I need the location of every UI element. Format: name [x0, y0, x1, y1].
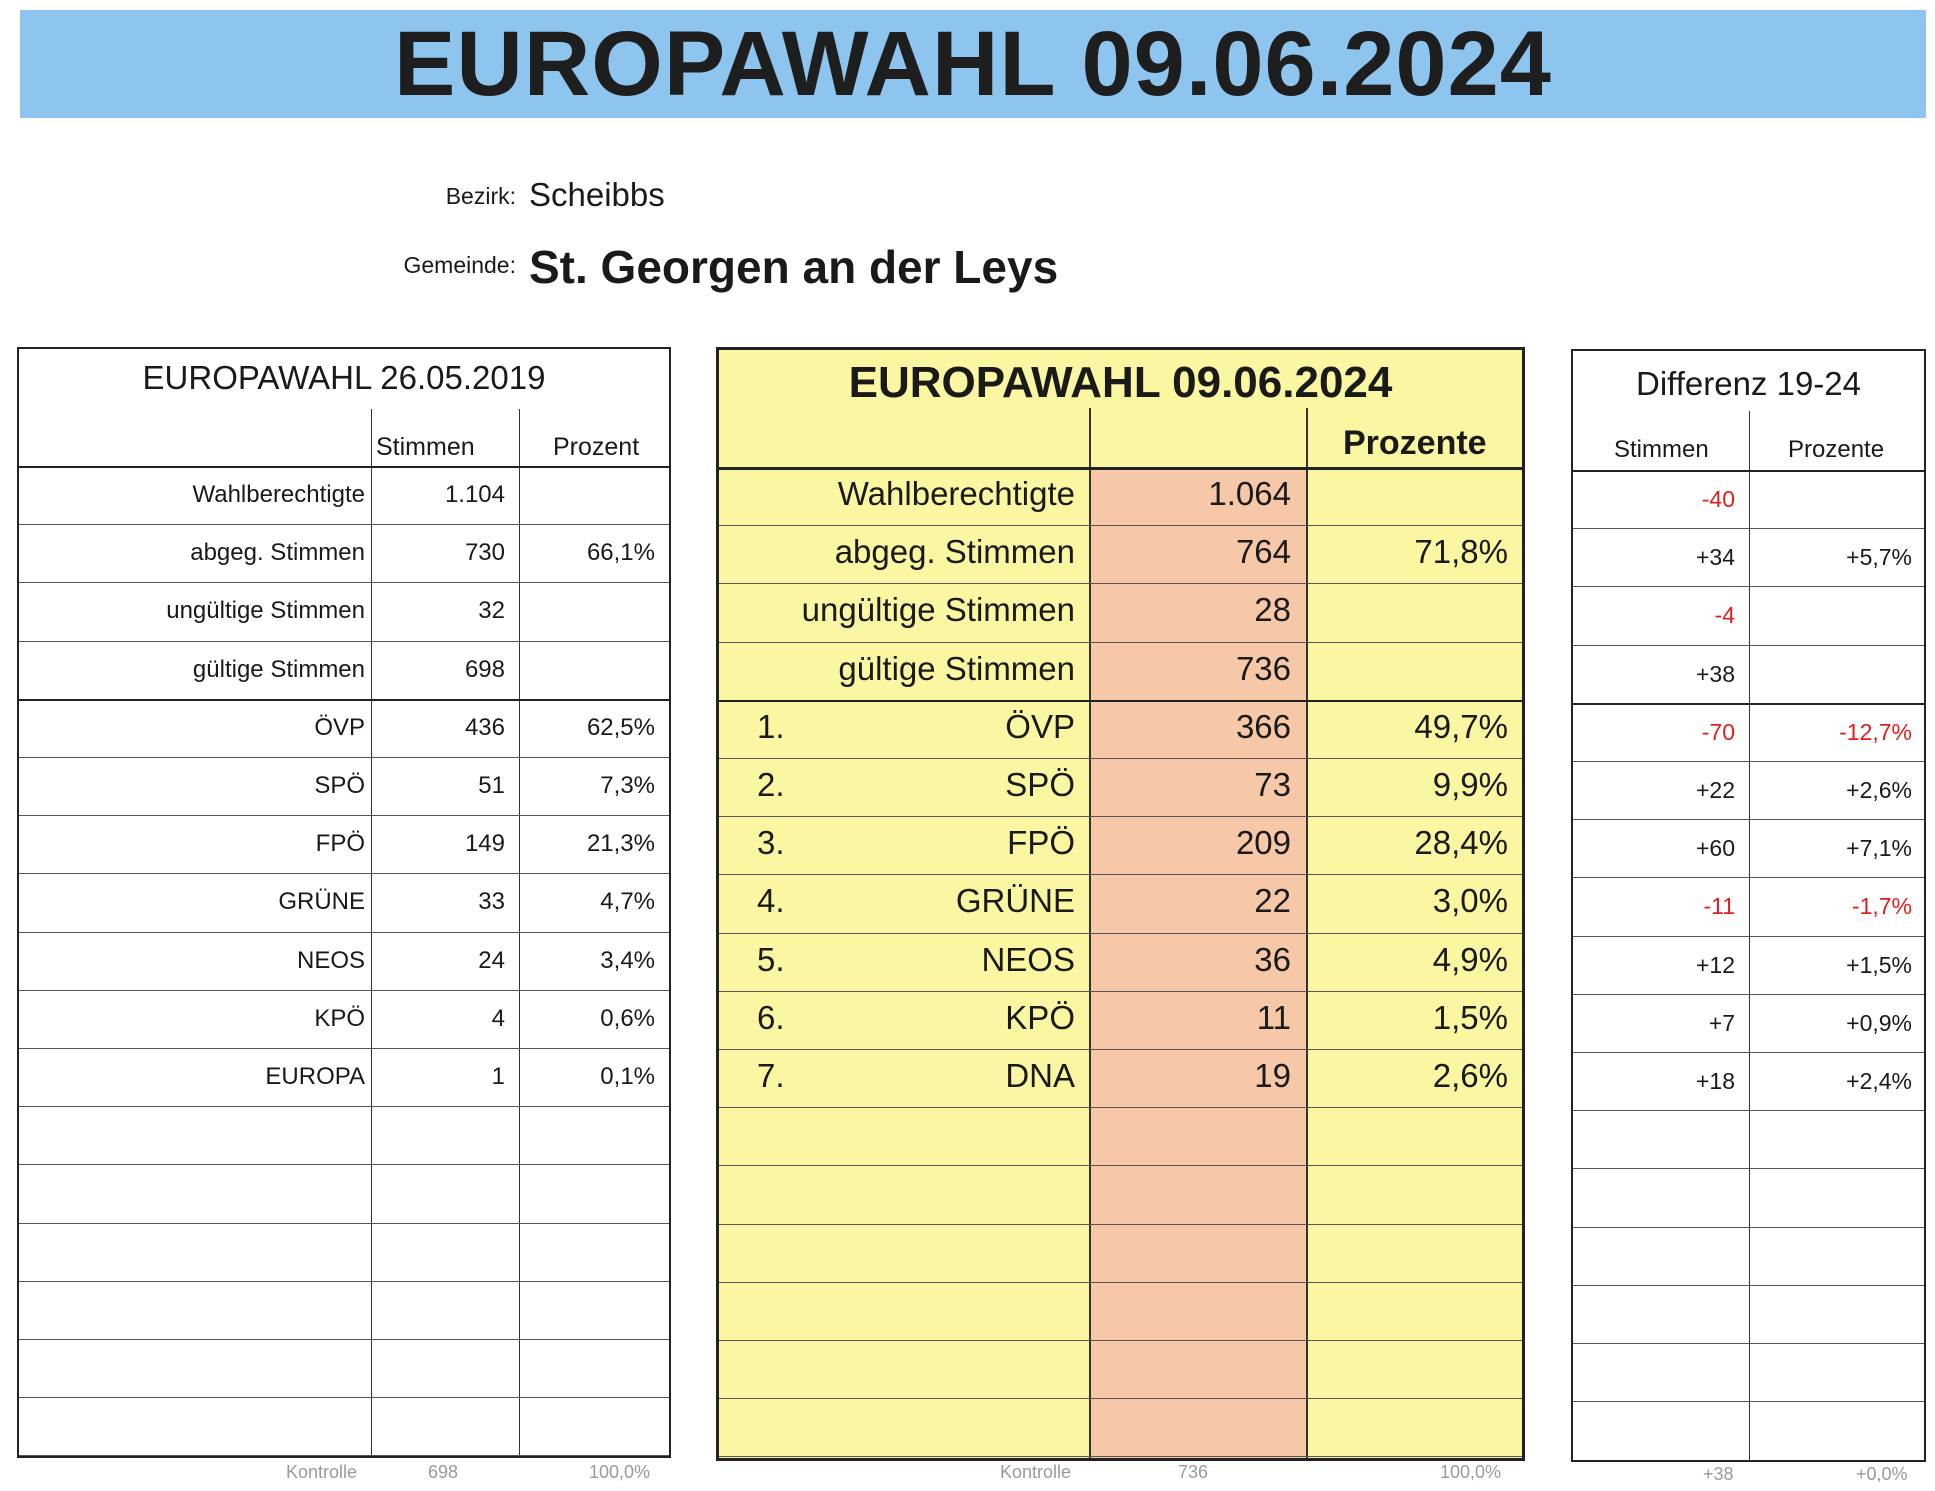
table-row-label: GRÜNE [278, 888, 365, 916]
diff-row-line [1573, 1110, 1924, 1111]
table-row-stimmen: 764 [1235, 533, 1291, 571]
gemeinde-value: St. Georgen an der Leys [529, 241, 1059, 293]
table-2024-row-line [719, 1049, 1522, 1050]
diff-col-prozente: Prozente [1788, 436, 1885, 463]
kontrolle-diff-stimmen: +38 [1703, 1464, 1734, 1484]
diff-row-line [1573, 1401, 1924, 1402]
party-rank: 6. [757, 998, 785, 1036]
table-row-stimmen: 1.104 [444, 481, 505, 508]
table-2024-row-line [719, 1456, 1522, 1457]
table-row-stimmen: 28 [1254, 591, 1291, 629]
table-row-label: Wahlberechtigte [837, 475, 1075, 512]
table-row-label: GRÜNE [955, 882, 1075, 920]
table-row-stimmen: 209 [1235, 824, 1291, 862]
table-2024-row-line [719, 700, 1522, 702]
difference-table [1571, 349, 1926, 1462]
table-2024-title: EUROPAWAHL 09.06.2024 [848, 358, 1393, 407]
table-row-prozent: 66,1% [586, 539, 655, 567]
table-row-stimmen: 32 [478, 597, 505, 625]
kontrolle-2024-stimmen: 736 [1178, 1462, 1209, 1482]
diff-row-line [1573, 645, 1924, 646]
table-2019-row-line [19, 990, 669, 991]
diff-row-line [1573, 877, 1924, 878]
diff-row-stimmen: +22 [1695, 777, 1735, 803]
table-row-prozent: 9,9% [1432, 766, 1508, 803]
table-2019-row-line [19, 932, 669, 933]
diff-row-line [1573, 819, 1924, 820]
table-2019-row-line [19, 524, 669, 525]
table-2024-row-line [719, 991, 1522, 992]
diff-row-line [1573, 1343, 1924, 1344]
table-row-label: abgeg. Stimmen [190, 539, 365, 567]
table-row-label: KPÖ [1005, 998, 1075, 1036]
table-2024-row-line [719, 1224, 1522, 1225]
table-2024-row-line [719, 816, 1522, 817]
diff-row-line [1573, 994, 1924, 995]
page-title: EUROPAWAHL 09.06.2024 [394, 13, 1552, 115]
table-row-prozent: 71,8% [1414, 533, 1508, 571]
table-2024-row-line [719, 1398, 1522, 1399]
table-row-prozent: 7,3% [600, 772, 655, 799]
diff-row-line [1573, 936, 1924, 937]
table-row-label: NEOS [296, 946, 365, 974]
diff-row-stimmen: +7 [1708, 1009, 1735, 1036]
table-2019-row-line [19, 1164, 669, 1165]
diff-row-prozent: +5,7% [1846, 544, 1912, 571]
table-row-prozent: 49,7% [1414, 707, 1508, 745]
party-rank: 1. [757, 707, 785, 745]
table-2019-row-line [19, 873, 669, 874]
gemeinde-label: Gemeinde: [403, 252, 516, 278]
diff-row-prozent: -12,7% [1839, 718, 1912, 745]
table-2019-header-line [19, 466, 669, 468]
diff-col-stimmen: Stimmen [1614, 436, 1709, 463]
party-rank: 5. [757, 940, 785, 978]
table-2019-row-line [19, 1223, 669, 1224]
kontrolle-2024-label: Kontrolle [1000, 1462, 1072, 1482]
diff-row-stimmen: +38 [1695, 660, 1735, 687]
table-row-stimmen: 736 [1235, 649, 1291, 687]
table-row-stimmen: 36 [1254, 940, 1291, 978]
table-row-stimmen: 11 [1256, 998, 1291, 1036]
results-table-2019 [17, 347, 671, 1458]
table-row-prozent: 1,5% [1432, 998, 1508, 1036]
table-row-stimmen: 51 [478, 772, 505, 799]
diff-row-stimmen: +18 [1695, 1068, 1735, 1094]
title-banner [20, 10, 1926, 118]
diff-row-prozent: -1,7% [1851, 893, 1912, 920]
table-row-label: abgeg. Stimmen [834, 533, 1075, 571]
table-2019-col-stimmen: Stimmen [376, 433, 475, 461]
table-row-stimmen: 698 [464, 655, 505, 683]
table-row-prozent: 2,6% [1432, 1057, 1508, 1094]
table-row-stimmen: 19 [1254, 1057, 1291, 1094]
table-row-stimmen: 436 [464, 713, 505, 741]
table-row-label: SPÖ [314, 772, 365, 799]
kontrolle-diff-prozent: +0,0% [1856, 1464, 1908, 1484]
table-row-prozent: 4,9% [1432, 940, 1508, 978]
table-row-prozent: 3,4% [600, 946, 655, 974]
diff-row-stimmen: +12 [1695, 951, 1735, 978]
table-2024-row-line [719, 1282, 1522, 1283]
party-rank: 2. [757, 766, 785, 803]
diff-row-prozent: +2,4% [1846, 1068, 1912, 1094]
table-row-prozent: 62,5% [586, 713, 655, 741]
table-row-label: Wahlberechtigte [192, 481, 365, 508]
table-row-label: FPÖ [315, 830, 365, 858]
kontrolle-2024-prozent: 100,0% [1440, 1462, 1502, 1482]
table-2019-row-line [19, 757, 669, 758]
table-2019-row-line [19, 815, 669, 816]
table-row-prozent: 21,3% [586, 830, 655, 858]
diff-row-line [1573, 1052, 1924, 1053]
table-2019-row-line [19, 1048, 669, 1049]
diff-row-line [1573, 703, 1924, 705]
table-row-stimmen: 24 [478, 946, 505, 974]
table-row-prozent: 3,0% [1432, 882, 1508, 920]
table-row-label: FPÖ [1007, 824, 1075, 862]
table-row-label: SPÖ [1005, 766, 1075, 803]
diff-row-stimmen: -70 [1701, 718, 1735, 745]
table-row-prozent: 0,1% [600, 1063, 655, 1090]
table-2019-row-line [19, 1281, 669, 1282]
table-row-stimmen: 73 [1254, 766, 1291, 803]
diff-header-line [1573, 470, 1924, 472]
table-row-label: NEOS [981, 940, 1075, 978]
kontrolle-2019-label: Kontrolle [286, 1462, 358, 1482]
table-2024-row-line [719, 525, 1522, 526]
table-2024-row-line [719, 642, 1522, 643]
table-row-label: EUROPA [265, 1063, 365, 1090]
table-row-stimmen: 33 [478, 888, 505, 916]
party-rank: 4. [757, 882, 785, 920]
diff-row-stimmen: -40 [1701, 486, 1735, 512]
table-row-stimmen: 149 [464, 830, 505, 858]
diff-row-stimmen: +34 [1695, 544, 1735, 571]
diff-row-stimmen: +60 [1695, 835, 1735, 862]
table-2019-row-line [19, 1455, 669, 1456]
table-row-stimmen: 1.064 [1208, 475, 1291, 512]
table-row-stimmen: 4 [491, 1004, 505, 1032]
table-row-label: gültige Stimmen [192, 655, 365, 683]
table-2024-row-line [719, 1340, 1522, 1341]
bezirk-value: Scheibbs [529, 176, 665, 213]
kontrolle-2019-prozent: 100,0% [589, 1462, 651, 1482]
table-2019-col-prozent: Prozent [553, 433, 640, 461]
table-row-stimmen: 366 [1235, 707, 1291, 745]
diff-row-line [1573, 528, 1924, 529]
table-row-label: ÖVP [314, 713, 365, 741]
party-rank: 3. [757, 824, 785, 862]
table-2019-row-line [19, 1106, 669, 1107]
table-2024-header-line [719, 467, 1522, 470]
diff-row-line [1573, 1227, 1924, 1228]
table-2019-row-line [19, 582, 669, 583]
table-2024-row-line [719, 1165, 1522, 1166]
diff-row-prozent: +2,6% [1846, 777, 1912, 803]
diff-row-line [1573, 1285, 1924, 1286]
table-row-prozent: 4,7% [600, 888, 655, 916]
diff-row-stimmen: -4 [1714, 602, 1735, 629]
table-row-label: DNA [1005, 1057, 1075, 1094]
table-row-prozent: 28,4% [1414, 824, 1508, 862]
table-row-label: ÖVP [1005, 707, 1075, 745]
table-row-label: ungültige Stimmen [801, 591, 1075, 629]
diff-row-prozent: +7,1% [1846, 835, 1912, 862]
table-row-prozent: 0,6% [600, 1004, 655, 1032]
table-row-label: ungültige Stimmen [166, 597, 365, 625]
diff-table-title: Differenz 19-24 [1635, 365, 1862, 402]
table-row-stimmen: 1 [491, 1063, 505, 1090]
table-2024-row-line [719, 933, 1522, 934]
table-2019-row-line [19, 1397, 669, 1398]
table-2019-row-line [19, 699, 669, 701]
table-2024-row-line [719, 758, 1522, 759]
table-row-stimmen: 730 [464, 539, 505, 567]
bezirk-label: Bezirk: [445, 183, 516, 209]
diff-row-line [1573, 586, 1924, 587]
kontrolle-2019-stimmen: 698 [428, 1462, 459, 1482]
table-2019-row-line [19, 1339, 669, 1340]
table-row-stimmen: 22 [1254, 882, 1291, 920]
diff-row-line [1573, 1168, 1924, 1169]
diff-row-prozent: +1,5% [1846, 951, 1912, 978]
results-table-2024 [716, 347, 1525, 1461]
table-2019-title: EUROPAWAHL 26.05.2019 [142, 359, 546, 396]
table-row-label: gültige Stimmen [838, 649, 1075, 687]
table-2024-col-prozente: Prozente [1343, 424, 1487, 462]
diff-row-stimmen: -11 [1703, 893, 1735, 920]
table-2024-row-line [719, 583, 1522, 584]
party-rank: 7. [757, 1057, 785, 1094]
table-row-label: KPÖ [314, 1004, 365, 1032]
table-2024-row-line [719, 1107, 1522, 1108]
table-2019-row-line [19, 641, 669, 642]
table-2024-row-line [719, 874, 1522, 875]
diff-row-prozent: +0,9% [1846, 1009, 1912, 1036]
diff-row-line [1573, 761, 1924, 762]
